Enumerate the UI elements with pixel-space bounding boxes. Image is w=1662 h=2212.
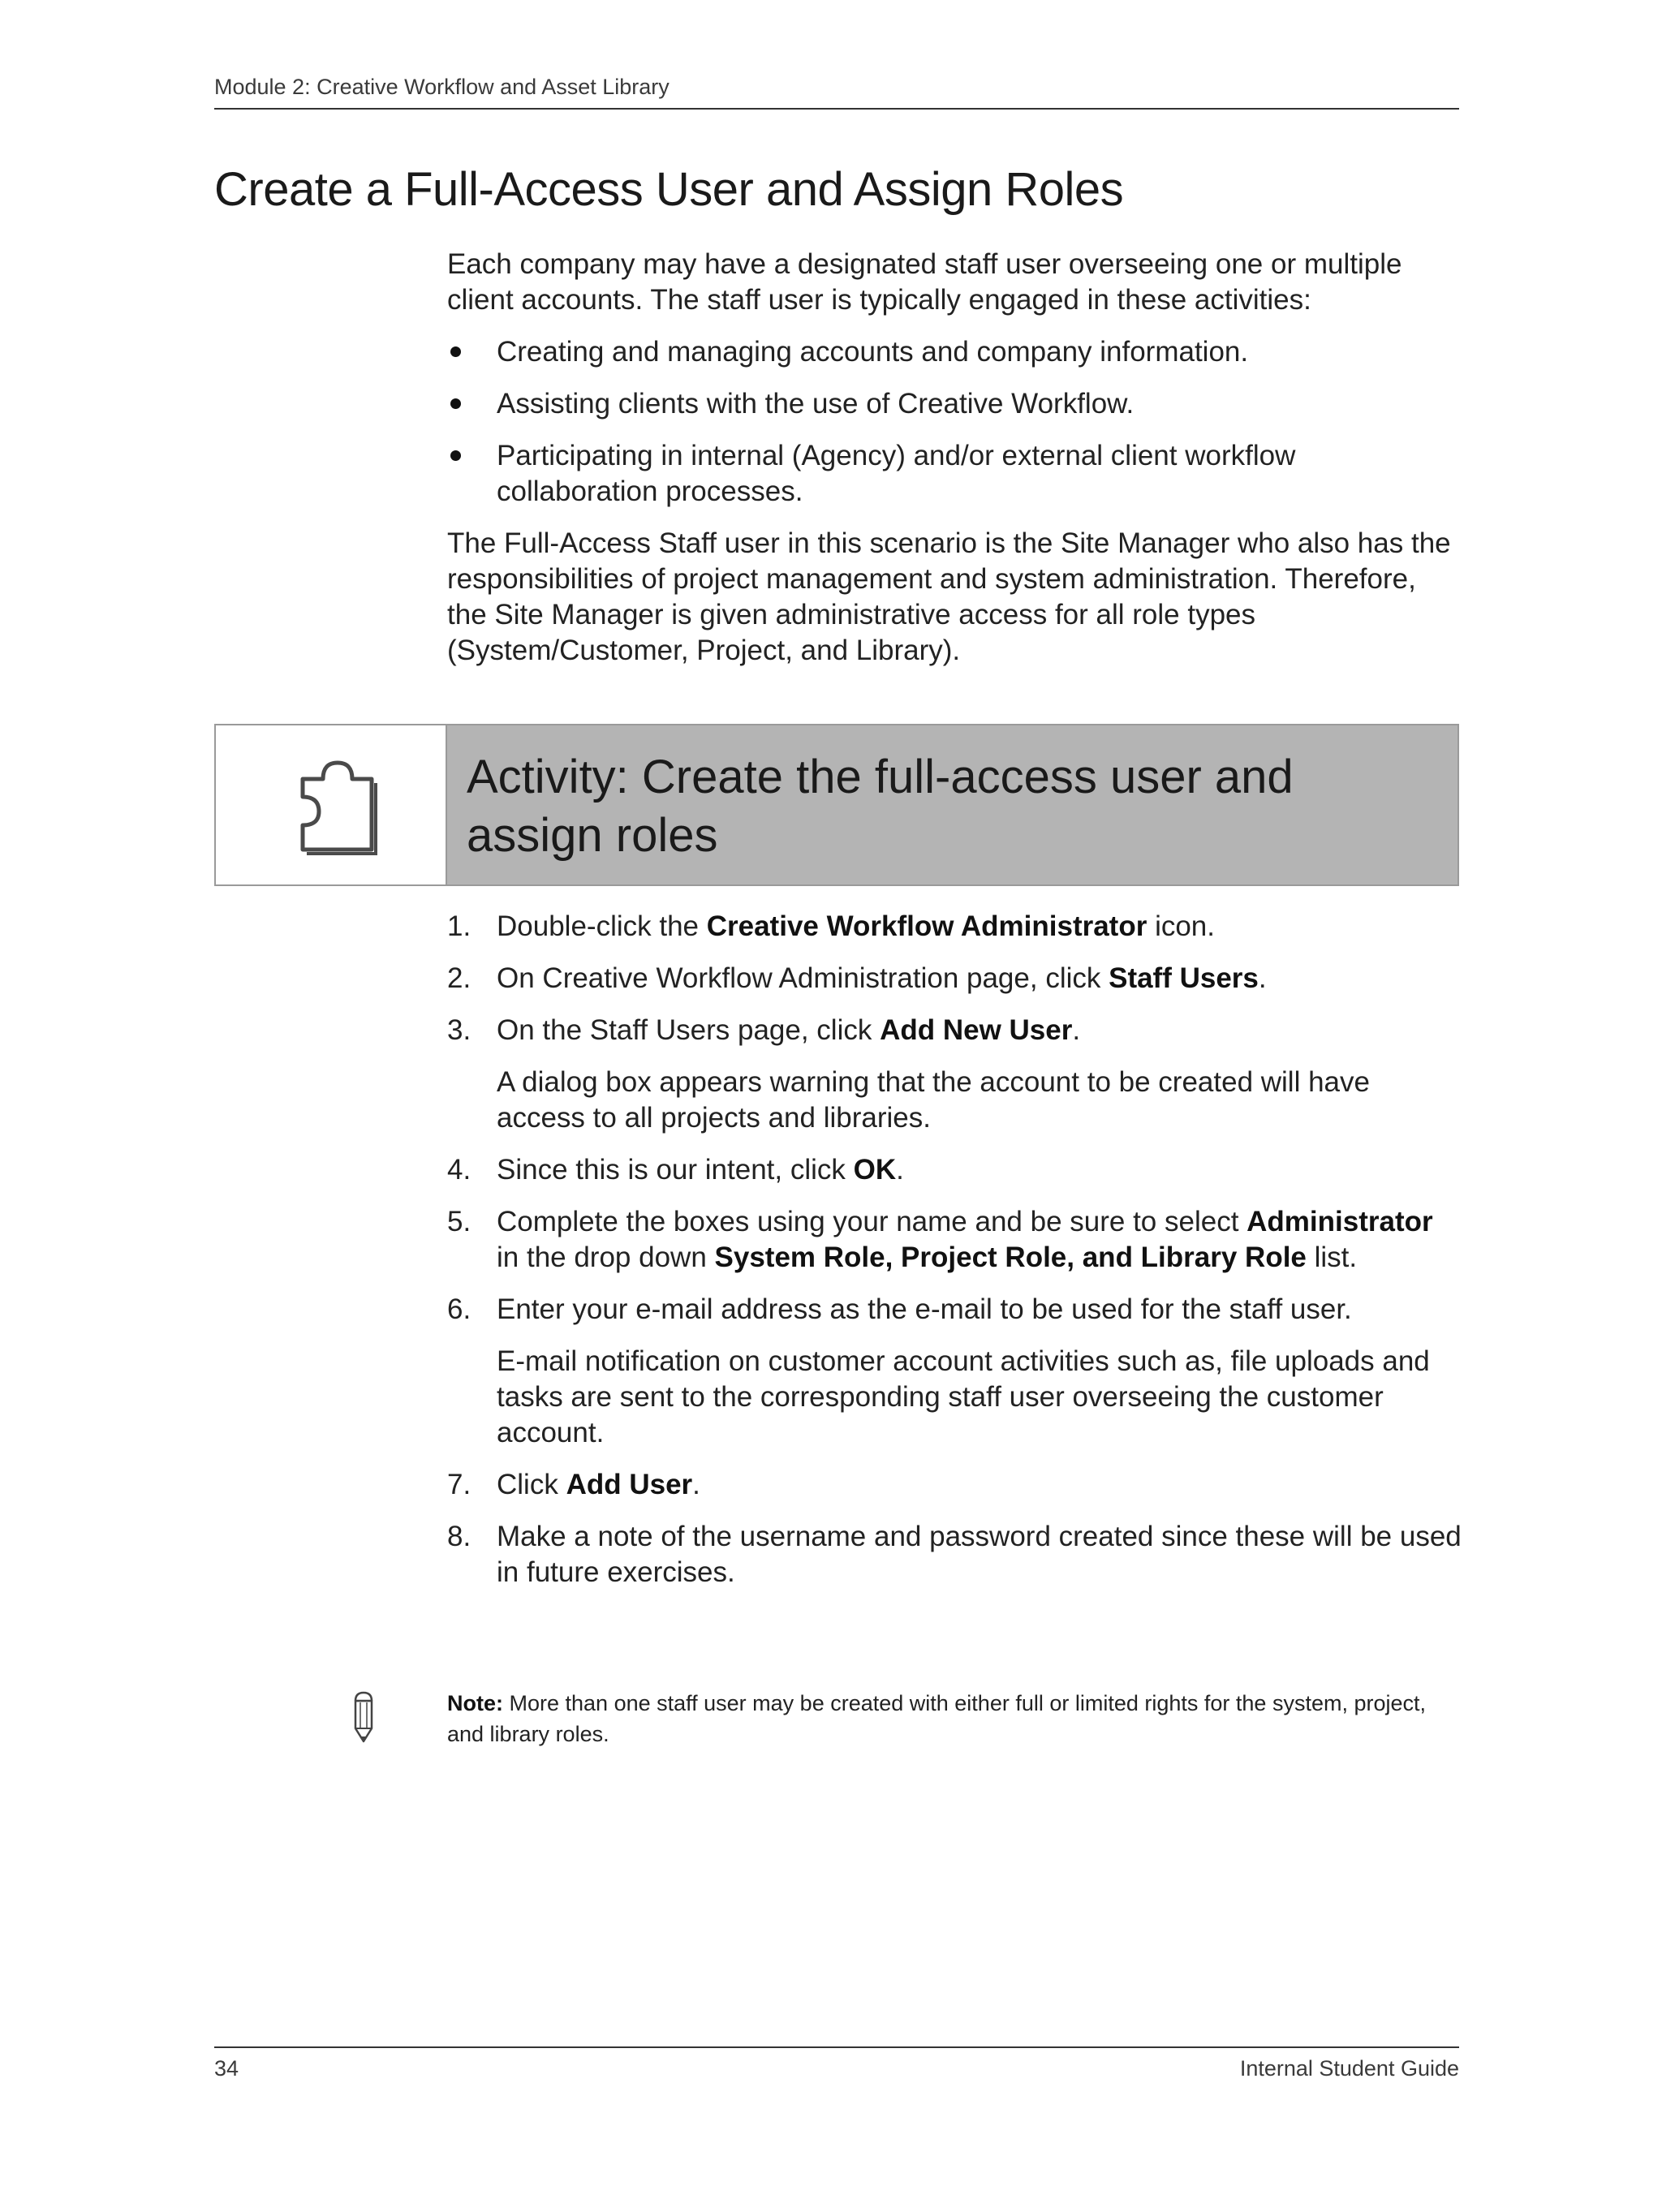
scenario-paragraph: The Full-Access Staff user in this scenario is the Site Manager who also has the responsibilities of project management and system administration. Therefore, the Site Manager is given administrative access for all role types (System/Customer, Project, and Library). [447,527,1451,666]
bullet-icon [450,450,461,461]
puzzle-piece-icon [282,748,380,862]
note-label: Note: [447,1691,503,1715]
step-note: E-mail notification on customer account activities such as, file uploads and tasks are sent to the corresponding staff user overseeing the customer account. [497,1345,1430,1448]
intro-paragraph: Each company may have a designated staff user overseeing one or multiple client accounts. The staff user is typically engaged in these activities: [447,248,1402,316]
steps-list [447,909,1462,1590]
step-item: 5. Complete the boxes using your name and be sure to select Administrator in the drop down System Role, Project Role, and Library Role list. [447,1206,1433,1273]
bullet-icon [450,398,461,409]
bullet-icon [450,346,461,357]
list-item: Assisting clients with the use of Creative Workflow. [447,386,1462,422]
activity-banner [214,724,1459,886]
pencil-icon [349,1689,378,1745]
steps-section [447,909,1462,1607]
step-item: 1. Double-click the Creative Workflow Administrator icon. [447,910,1215,942]
step-item: 4. Since this is our intent, click OK. [447,1154,904,1186]
intro-section [447,247,1462,685]
note-callout [447,1688,1462,1749]
step-item: 3. On the Staff Users page, click Add New User. A dialog box appears warning that the account to be created will have access to all projects and libraries. [447,1013,1462,1136]
step-item: 7. Click Add User. [447,1469,700,1500]
step-note: A dialog box appears warning that the account to be created will have access to all projects and libraries. [497,1066,1370,1134]
note-icon-wrap [349,1689,378,1749]
note-text: More than one staff user may be created with either full or limited rights for the system, project, and library roles. [447,1691,1427,1746]
activity-title: Activity: Create the full-access user and assign roles [447,725,1457,884]
activity-icon-cell [216,725,447,884]
page-footer [214,2046,1459,2081]
page-title: Create a Full-Access User and Assign Roles [214,163,1124,216]
running-header: Module 2: Creative Workflow and Asset Library [214,75,1459,110]
activities-list [447,334,1462,510]
step-item: 8. Make a note of the username and password created since these will be used in future exercises. [447,1521,1462,1588]
step-item: 6. Enter your e-mail address as the e-mail to be used for the staff user. E-mail notification on customer account activities such as, file uploads and tasks are sent to the corresponding staff user overseeing the customer account. [447,1292,1462,1451]
list-item: Participating in internal (Agency) and/or external client workflow collaboration processes. [447,438,1462,510]
page-number: 34 [214,2056,239,2081]
guide-title: Internal Student Guide [1239,2056,1459,2081]
list-item: Creating and managing accounts and company information. [447,334,1462,370]
step-item: 2. On Creative Workflow Administration page, click Staff Users. [447,962,1267,994]
